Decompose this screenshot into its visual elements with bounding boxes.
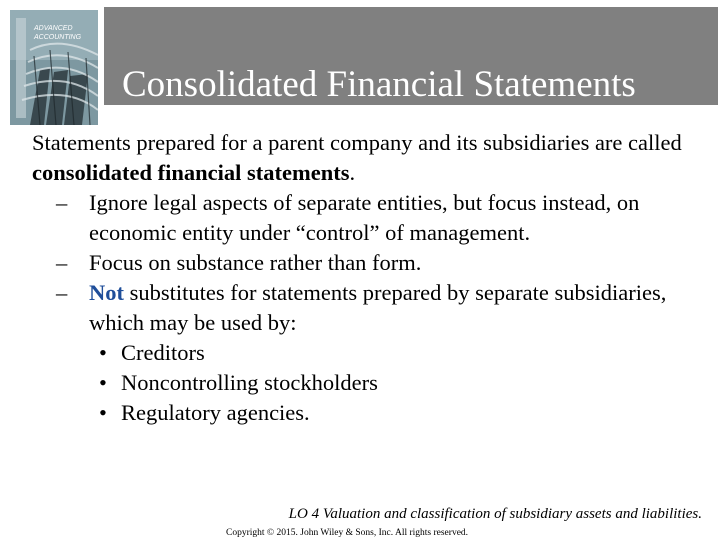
bullet-item-2 <box>32 368 712 398</box>
intro-paragraph <box>32 128 712 188</box>
book-cover-title-line2: ACCOUNTING <box>34 34 82 41</box>
dash-marker: – <box>56 250 68 275</box>
dash-item-text: Ignore legal aspects of separate entities, but focus instead, on economic entity under “control” of management. <box>89 190 640 245</box>
bullet-item-1 <box>32 338 712 368</box>
staircase-illustration <box>10 10 98 125</box>
highlight-not: Not <box>89 280 124 305</box>
dash-marker: – <box>56 280 68 305</box>
bullet-text: Noncontrolling stockholders <box>121 370 378 395</box>
dash-item-2 <box>32 248 712 278</box>
bullet-marker: • <box>99 400 107 425</box>
bullet-marker: • <box>99 340 107 365</box>
bullet-text: Regulatory agencies. <box>121 400 310 425</box>
copyright-notice: Copyright © 2015. John Wiley & Sons, Inc. All rights reserved. <box>226 528 469 538</box>
learning-objective-note: LO 4 Valuation and classification of subsidiary assets and liabilities. <box>288 506 702 522</box>
slide-title: Consolidated Financial Statements <box>122 64 636 105</box>
intro-bold-term: consolidated financial statements <box>32 160 350 185</box>
dash-item-text: Focus on substance rather than form. <box>89 250 422 275</box>
book-cover-title-line1: ADVANCED <box>34 25 73 32</box>
bullet-text: Creditors <box>121 340 205 365</box>
dash-item-1 <box>32 188 712 248</box>
bullet-item-3 <box>32 398 712 428</box>
dash-item-3 <box>32 278 712 338</box>
bullet-marker: • <box>99 370 107 395</box>
slide-body <box>32 128 712 428</box>
intro-text: Statements prepared for a parent company and its subsidiaries are called <box>32 130 682 155</box>
dash-item-text: substitutes for statements prepared by separate subsidiaries, which may be used by: <box>89 280 667 335</box>
intro-period: . <box>349 160 356 185</box>
book-cover-image <box>10 10 98 125</box>
dash-marker: – <box>56 190 68 215</box>
